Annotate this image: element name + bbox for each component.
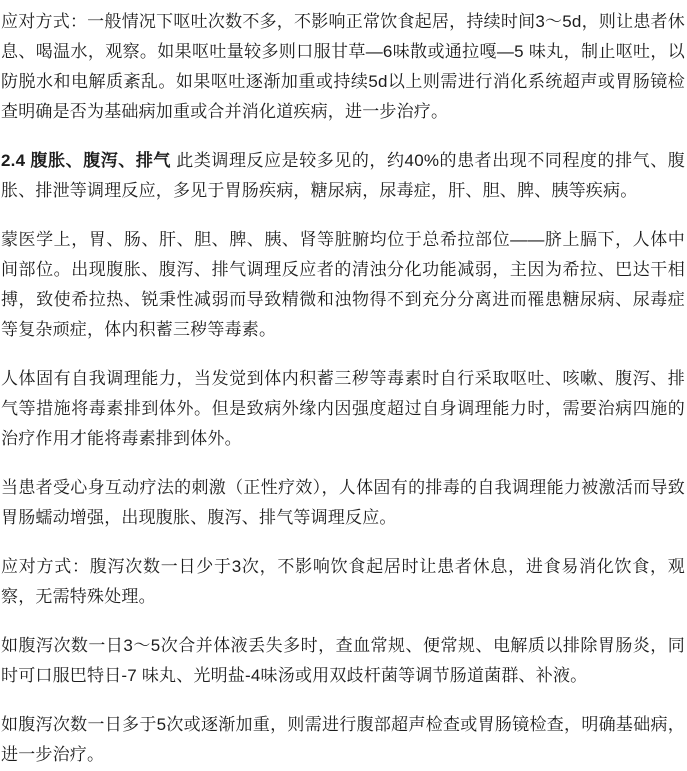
paragraph [1,364,685,454]
paragraph-text: 蒙医学上，胃、肠、肝、胆、脾、胰、肾等脏腑均位于总希拉部位——脐上膈下，人体中间部位。出现腹胀、腹泻、排气调理反应者的清浊分化功能减弱，主因为希拉、巴达干相搏，致使希拉热、锐秉性减弱而导致精微和浊物得不到充分分离进而罹患糖尿病、尿毒症等复杂顽症，体内积蓄三秽等毒素。 [1,230,685,339]
paragraph-text: 当患者受心身互动疗法的刺激（正性疗效），人体固有的排毒的自我调理能力被激活而导致胃肠蠕动增强，出现腹胀、腹泻、排气等调理反应。 [1,478,685,527]
paragraph-text: 应对方式：一般情况下呕吐次数不多，不影响正常饮食起居，持续时间3～5d，则让患者休息、喝温水，观察。如果呕吐量较多则口服甘草—6味散或通拉嘎—5 味丸，制止呕吐，以防脱水和电解质紊乱。如果呕吐逐渐加重或持续5d以上则需进行消化系统超声或胃肠镜检查明确是否为基础病加重或合并消化道疾病，进一步治疗。 [1,12,685,121]
paragraph-heading: 2.4 腹胀、腹泻、排气 [1,151,171,170]
paragraph-text: 人体固有自我调理能力，当发觉到体内积蓄三秽等毒素时自行采取呕吐、咳嗽、腹泻、排气等措施将毒素排到体外。但是致病外缘内因强度超过自身调理能力时，需要治病四施的治疗作用才能将毒素排到体外。 [1,369,685,448]
paragraph [1,225,685,345]
paragraph-text: 如腹泻次数一日3～5次合并体液丢失多时，查血常规、便常规、电解质以排除胃肠炎，同时可口服巴特日-7 味丸、光明盐-4味汤或用双歧杆菌等调节肠道菌群、补液。 [1,636,685,685]
paragraph [1,631,685,691]
paragraph [1,552,685,612]
paragraph-text: 应对方式：腹泻次数一日少于3次，不影响饮食起居时让患者休息，进食易消化饮食，观察，无需特殊处理。 [1,557,685,606]
paragraph [1,7,685,127]
paragraph [1,473,685,533]
paragraph [1,146,685,206]
paragraph [1,710,685,770]
paragraph-text: 如腹泻次数一日多于5次或逐渐加重，则需进行腹部超声检查或胃肠镜检查，明确基础病，进一步治疗。 [1,715,685,764]
paragraph-text: 此类调理反应是较多见的，约40%的患者出现不同程度的排气、腹胀、排泄等调理反应，多见于胃肠疾病，糖尿病，尿毒症，肝、胆、脾、胰等疾病。 [1,151,685,200]
